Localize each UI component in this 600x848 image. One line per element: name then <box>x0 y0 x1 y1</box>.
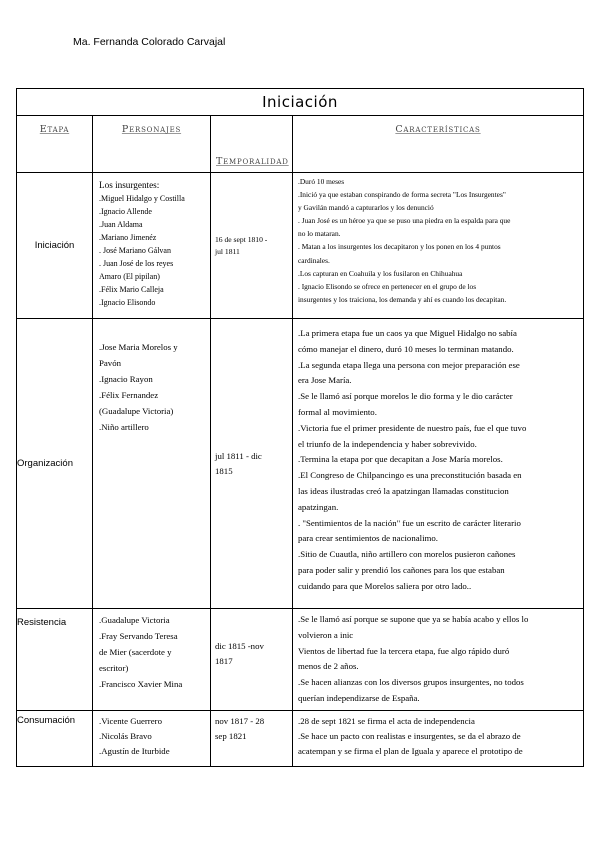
characteristic-line: para poder salir y prendió los cañones para los que estaban <box>298 564 505 575</box>
header-temporalidad: Temporalidad <box>211 116 293 173</box>
character-line: .Félix Fernandez <box>99 390 159 400</box>
characteristic-line: .Se hace un pacto con realistas e insurgentes, se da el abrazo de <box>298 731 521 741</box>
character-line: .Vicente Guerrero <box>99 716 162 726</box>
characteristic-line: .Inició ya que estaban conspirando de forma secreta "Los Insurgentes" <box>298 190 506 200</box>
character-line: .Niño artillero <box>99 422 149 432</box>
period-line: 1815 <box>215 465 233 476</box>
stage-name: Organización <box>17 319 93 609</box>
header-caracteristicas: Características <box>293 116 584 173</box>
character-line: .Nicolás Bravo <box>99 731 152 741</box>
stage-name: Iniciación <box>17 173 93 319</box>
characters-cell <box>93 319 211 609</box>
characteristic-line: .Se le llamó así porque morelos le dio forma y le dio carácter <box>298 391 513 402</box>
characters-cell <box>93 711 211 767</box>
characteristic-line: apatzingan. <box>298 501 339 512</box>
characteristic-line: acatempan y se firma el plan de Iguala y aparece el prototipo de <box>298 746 523 756</box>
characters-cell <box>93 173 211 319</box>
stages-table <box>16 88 584 767</box>
characteristic-line: . "Sentimientos de la nación" fue un escrito de carácter literario <box>298 517 521 528</box>
character-line: escritor) <box>99 663 129 673</box>
characteristic-line: no lo mataran. <box>298 229 341 239</box>
characteristic-line: .Sitio de Cuautla, niño artillero con morelos pusieron cañones <box>298 549 516 560</box>
characteristic-line: volvieron a inic <box>298 629 354 640</box>
stage-name: Consumación <box>17 711 93 767</box>
header-personajes: Personajes <box>93 116 211 173</box>
stage-name: Resistencia <box>17 609 93 711</box>
characteristic-line: .Duró 10 meses <box>298 177 345 186</box>
characteristics-cell <box>293 609 584 711</box>
table-row <box>17 711 584 767</box>
period-line: nov 1817 - 28 <box>215 716 265 726</box>
period-line: jul 1811 - dic <box>215 450 262 461</box>
characteristic-line: .Termina la etapa por que decapitan a Jose María morelos. <box>298 454 503 465</box>
character-line: . José Mariano Gálvan <box>99 246 171 255</box>
characteristic-line: insurgentes y los traiciona, los demanda y ahí es cuando los decapitan. <box>298 294 507 304</box>
characteristic-line: menos de 2 años. <box>298 661 359 672</box>
characteristic-line: .La segunda etapa llega una persona con mejor preparación ese <box>298 359 520 370</box>
characteristics-cell <box>293 173 584 319</box>
period-line: jul 1811 <box>215 246 240 256</box>
characteristic-line: . Matan a los insurgentes los decapitaron y los ponen en los 4 puntos <box>298 242 501 252</box>
character-line: .Juan Aldama <box>99 220 143 229</box>
period-line: dic 1815 -nov <box>215 641 264 651</box>
characters-cell <box>93 609 211 711</box>
characteristic-line: .Los capturan en Coahuila y los fusilaron en Chihuahua <box>298 268 463 278</box>
characteristic-line: cuidando para que Morelos saliera por otro lado.. <box>298 580 472 591</box>
character-line: .Félix Mario Calleja <box>99 285 164 294</box>
characteristic-line: y Gavilán mandó a capturarlos y los denunció <box>298 203 434 213</box>
character-line: de Mier (sacerdote y <box>99 647 172 657</box>
character-line: Amaro (El pipilan) <box>99 272 160 281</box>
characteristic-line: .Victoria fue el primer presidente de nuestro país, fue el que tuvo <box>298 422 527 433</box>
characteristic-line: cómo manejar el dinero, duró 10 meses lo terminan matando. <box>298 343 514 354</box>
character-line: .Miguel Hidalgo y Costilla <box>99 194 185 203</box>
character-line: Pavón <box>99 358 121 368</box>
characteristic-line: para crear sentimientos de nacionalimo. <box>298 533 438 544</box>
characteristic-line: el triunfo de la independencia y haber sobrevivido. <box>298 438 477 449</box>
period-line: 16 de sept 1810 - <box>215 234 268 244</box>
characteristic-line: cardinales. <box>298 255 330 265</box>
character-line: . Juan José de los reyes <box>99 259 174 268</box>
characteristic-line: .Se hacen alianzas con los diversos grupos insurgentes, no todos <box>298 677 524 688</box>
characteristics-cell <box>293 319 584 609</box>
character-line: .Francisco Xavier Mina <box>99 679 183 689</box>
period-cell <box>211 319 293 609</box>
characteristic-line: querían independizarse de España. <box>298 692 420 703</box>
header-etapa: Etapa <box>17 116 93 173</box>
characteristic-line: las ideas ilustradas creó la apatzingan llamadas constitucion <box>298 485 509 496</box>
period-line: sep 1821 <box>215 731 247 741</box>
character-line: .Mariano Jimenéz <box>99 233 157 242</box>
character-line: Los insurgentes: <box>99 180 160 190</box>
characteristic-line: .28 de sept 1821 se firma el acta de independencia <box>298 716 475 726</box>
characteristic-line: era Jose María. <box>298 375 352 386</box>
character-line: .Fray Servando Teresa <box>99 631 178 641</box>
table-title: Iniciación <box>17 89 584 116</box>
character-line: .Guadalupe Victoria <box>99 615 170 625</box>
characteristic-line: . Ignacio Elisondo se ofrece en pertenecer en el grupo de los <box>298 281 477 291</box>
character-line: .Ignacio Allende <box>99 207 152 216</box>
character-line: .Jose Maria Morelos y <box>99 342 178 352</box>
period-cell <box>211 711 293 767</box>
characteristics-cell <box>293 711 584 767</box>
character-line: .Ignacio Elisondo <box>99 298 156 307</box>
characteristic-line: .El Congreso de Chilpancingo es una preconstitución basada en <box>298 470 522 481</box>
period-cell <box>211 609 293 711</box>
table-row <box>17 173 584 319</box>
period-line: 1817 <box>215 656 233 666</box>
author-name: Ma. Fernanda Colorado Carvajal <box>73 36 226 48</box>
characteristic-line: . Juan José es un héroe ya que se puso una piedra en la espalda para que <box>298 216 511 226</box>
characteristic-line: .Se le llamó así porque se supone que ya se había acabo y ellos lo <box>298 614 529 624</box>
characteristic-line: .La primera etapa fue un caos ya que Miguel Hidalgo no sabía <box>298 328 517 338</box>
character-line: .Ignacio Rayon <box>99 374 153 384</box>
characteristic-line: formal al movimiento. <box>298 406 377 417</box>
characteristic-line: Vientos de libertad fue la tercera etapa, fue algo rápido duró <box>298 645 510 656</box>
table-row <box>17 609 584 711</box>
character-line: (Guadalupe Victoria) <box>99 406 174 416</box>
character-line: .Agustín de Iturbide <box>99 746 170 756</box>
period-cell <box>211 173 293 319</box>
table-row <box>17 319 584 609</box>
